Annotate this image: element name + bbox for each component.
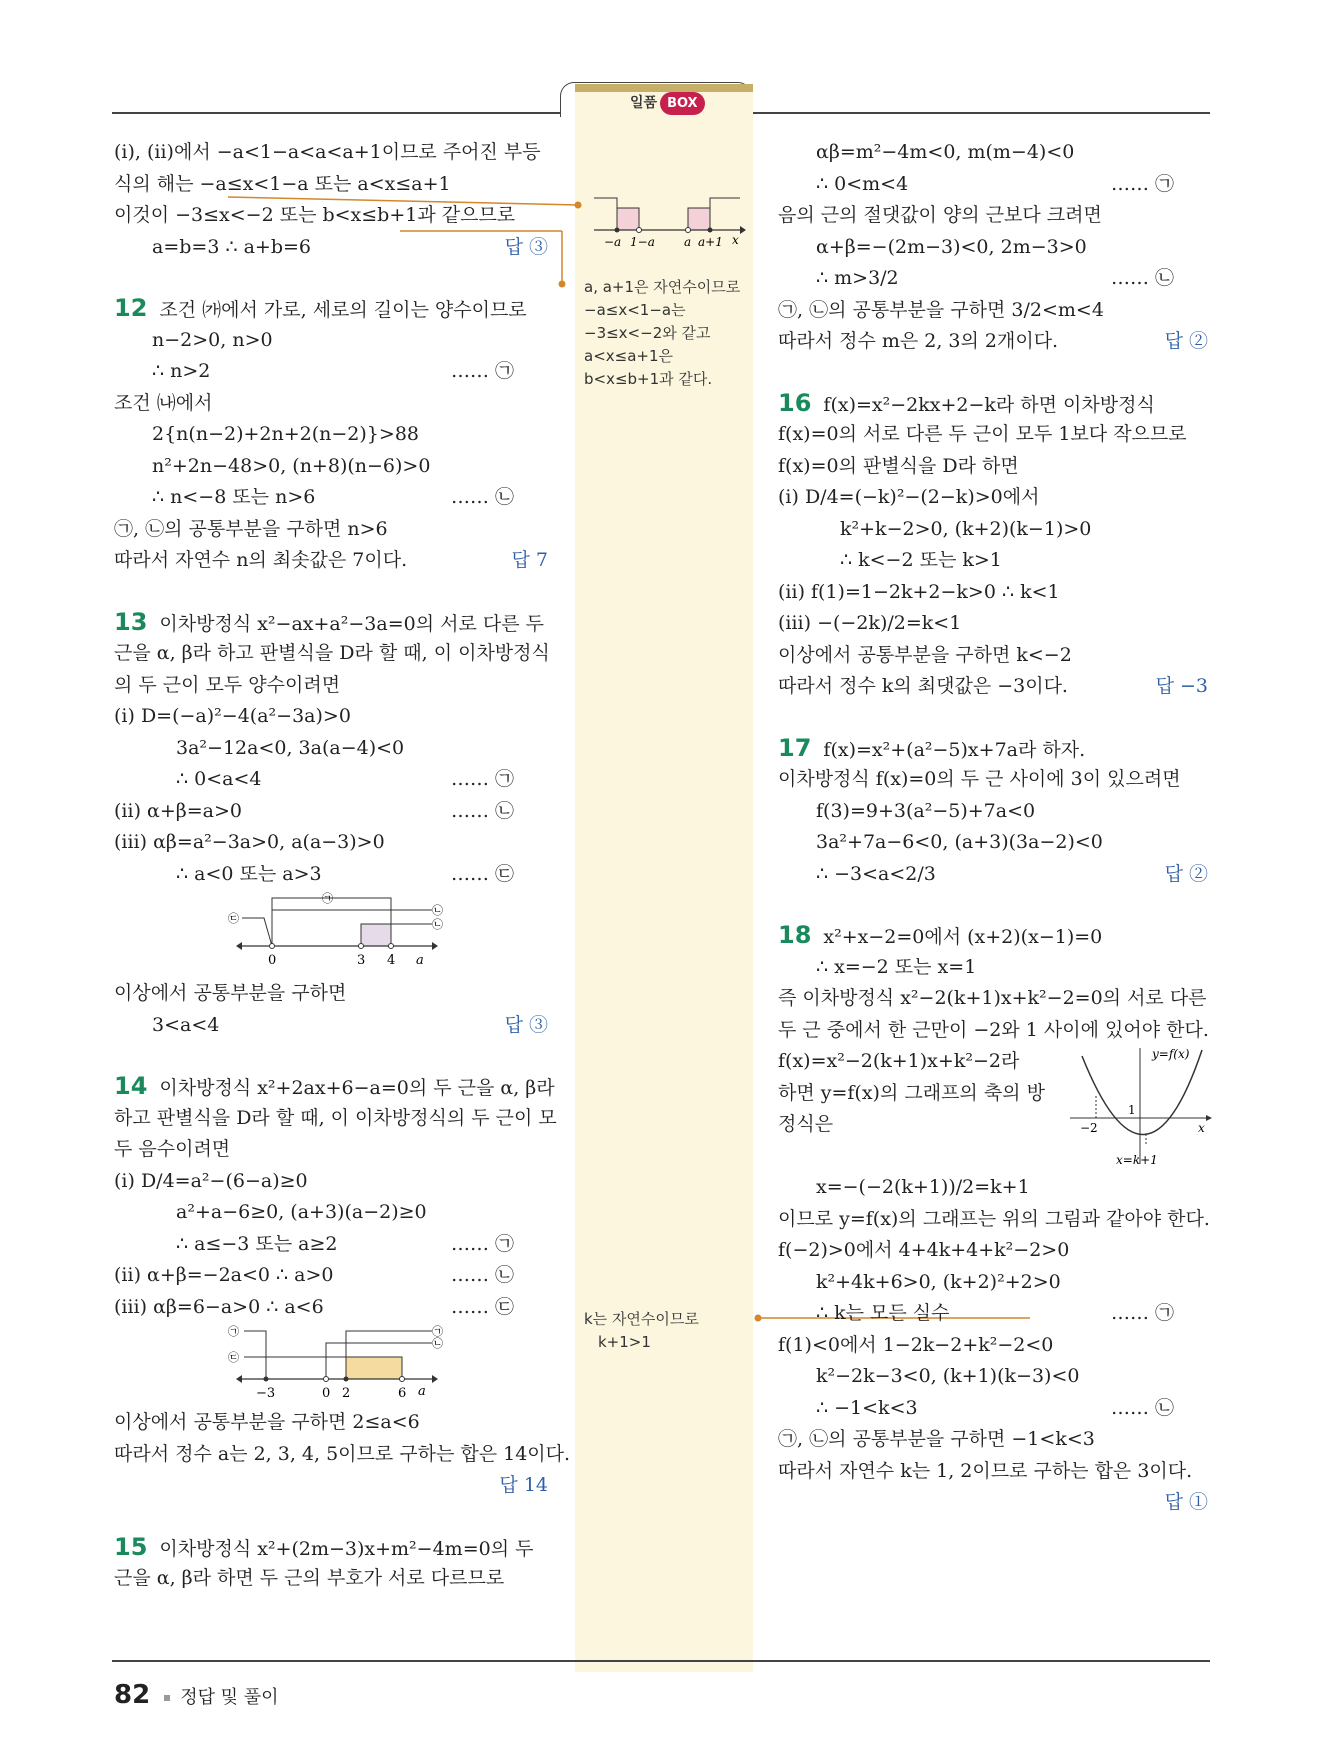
p13-c3 [242,918,272,946]
p13-line: 이상에서 공통부분을 구하면 [114,982,347,1004]
p14-axis-arrow [432,1375,438,1383]
answer-16: 답 −3 [1155,675,1208,697]
p13-line: (ⅱ) α+β=a>0 [114,799,243,822]
answer-14: 답 14 [499,1474,548,1496]
graph-label-k1: x=k+1 [1116,1153,1158,1167]
p14-line: 이상에서 공통부분을 구하면 2≤a<6 [114,1411,420,1433]
p11-line: (ⅰ), (ⅱ)에서 −a<1−a<a<a+1이므로 주어진 부등 [114,141,541,163]
p13-lbl-3: 3 [357,953,366,968]
p12-line: ∴ n<−8 또는 n>6 [152,486,316,508]
p17-line: 3a²+7a−6<0, (a+3)(3a−2)<0 [816,831,1103,853]
p16-line: ∴ k<−2 또는 k>1 [840,549,1002,571]
p18-line: k²+4k+6>0, (k+2)²+2>0 [816,1270,1061,1293]
p18-line: x²+x−2=0에서 (x+2)(x−1)=0 [823,926,1103,948]
p11-line: a=b=3 ∴ a+b=6 [152,235,312,258]
p12-row [114,356,554,388]
p13-number-line-svg [114,890,554,978]
p13-shade [361,924,391,946]
p14-pt2 [344,1377,349,1382]
graph-label-1: 1 [1128,1103,1136,1117]
p14-lbl-c2: ㉡ [432,1337,443,1350]
p14-line: 따라서 정수 a는 2, 3, 4, 5이므로 구하는 합은 14이다. [114,1442,571,1465]
p14-line: (ⅰ) D/4=a²−(6−a)≥0 [114,1169,308,1192]
p16-line: (ⅱ) f(1)=1−2k+2−k>0 ∴ k<1 [778,580,1060,603]
p15-line: 근을 α, β라 하면 두 근의 부호가 서로 다르므로 [114,1567,505,1589]
problem-number-18: 18 [778,921,812,949]
problem-17-title [778,733,1214,765]
problem-15-title [114,1532,554,1564]
footer [114,1680,279,1710]
p13-lbl-4: 4 [387,953,396,968]
p12-line: ∴ n>2 [152,360,211,382]
problem-18-title [778,920,1214,952]
p16-line: 따라서 정수 k의 최댓값은 −3이다. [778,675,1068,697]
p14-lbl-neg3: −3 [256,1386,276,1401]
p18-line: ∴ k는 모든 실수 [816,1302,950,1324]
p18-line: 이므로 y=f(x)의 그래프는 위의 그림과 같아야 한다. [778,1207,1210,1230]
p12-line: n−2>0, n>0 [152,328,273,351]
problem-13-title [114,607,554,639]
note1-line: b<x≤b+1과 같다. [584,370,713,388]
label-a1: a+1 [698,235,723,249]
p18-row [778,1487,1214,1519]
p14-c1a [244,1331,266,1379]
p18-line: 하면 y=f(x)의 그래프의 축의 방 [778,1081,1045,1104]
p12-line: ㉠, ㉡의 공통부분을 구하면 n>6 [114,517,388,540]
p18-line: f(−2)>0에서 4+4k+4+k²−2>0 [778,1239,1070,1261]
answer-13: 답 ③ [504,1013,548,1036]
p18-line: f(1)<0에서 1−2k−2+k²−2<0 [778,1333,1054,1356]
answer-12: 답 7 [511,549,548,571]
label-1-a: 1−a [630,235,655,249]
p14-lbl-c1b: ㉠ [432,1325,443,1338]
label-x: x [732,233,739,247]
point-a [686,228,691,233]
p13-line: 근을 α, β라 하고 판별식을 D라 할 때, 이 이차방정식 [114,642,550,664]
interval-shade-1 [617,208,639,230]
p18-line: 두 근 중에서 한 근만이 −2와 1 사이에 있어야 한다. [778,1018,1209,1041]
p13-lbl-c1: ㉠ [322,892,333,905]
p13-line: ∴ a<0 또는 a>3 [176,862,322,885]
p13-row [114,764,554,796]
tag-2: …… ㉡ [1110,267,1174,289]
p13-line: (ⅰ) D=(−a)²−4(a²−3a)>0 [114,705,351,727]
note2-line: k+1>1 [598,1333,651,1351]
axis-arrow [740,226,746,234]
p15-line: α+β=−(2m−3)<0, 2m−3>0 [816,235,1087,258]
connector-dot-1 [575,202,582,209]
footer-bullet [164,1695,170,1701]
p14-line: 이차방정식 x²+2ax+6−a=0의 두 근을 α, β라 [159,1077,555,1099]
middle-note-2 [584,1308,744,1354]
p18-line: f(x)=x²−2(k+1)x+k²−2라 [778,1050,1020,1072]
p13-row [114,1010,554,1042]
answer-18: 답 ① [1164,1491,1208,1513]
p18-line: 정식은 [778,1113,834,1135]
p13-line: 이차방정식 x²−ax+a²−3a=0의 서로 다른 두 [159,612,544,635]
p17-line: 이차방정식 f(x)=0의 두 근 사이에 3이 있으려면 [778,768,1181,790]
problem-number-12: 12 [114,294,148,322]
p17-row [778,859,1214,891]
p15-line: 이차방정식 x²+(2m−3)x+m²−4m=0의 두 [159,1537,534,1560]
tag-3: …… ㉢ [450,1295,514,1318]
p13-pt3 [359,944,364,949]
answer-15: 답 ② [1164,330,1208,352]
note1-line: a<x≤a+1은 [584,347,673,365]
p11-line-answer-row [114,232,554,264]
p14-lbl-c1: ㉠ [228,1325,239,1338]
note1-line: −3≤x<−2와 같고 [584,324,711,342]
middle-interval-diagram [590,188,750,250]
p13-lbl-c2b: ㉡ [432,918,443,931]
p14-lbl-a: a [418,1384,426,1399]
point-1-a [637,228,642,233]
left-column [114,137,571,1595]
p14-number-line-svg [114,1323,554,1407]
tag-2: …… ㉡ [450,486,514,508]
problem-14-title [114,1071,554,1103]
p14-number-line-diagram [114,1323,554,1407]
p14-line: ∴ a≤−3 또는 a≥2 [176,1232,338,1255]
p14-pt6 [400,1377,405,1382]
p15-line: αβ=m²−4m<0, m(m−4)<0 [816,141,1075,163]
p17-line: f(x)=x²+(a²−5)x+7a라 하자. [823,738,1086,761]
p13-lbl-c2: ㉡ [432,904,443,917]
graph-label-x: x [1198,1121,1205,1135]
p16-line: f(x)=0의 판별식을 D라 하면 [778,454,1019,477]
p13-line: 3a²−12a<0, 3a(a−4)<0 [176,736,405,759]
tag-1: …… ㉠ [450,360,514,382]
problem-number-15: 15 [114,1532,148,1561]
p18-line: ∴ −1<k<3 [816,1396,918,1419]
problem-12-title [114,293,554,325]
connector-dot-2 [559,281,566,288]
p14-row [114,1260,554,1292]
problem-16-title [778,388,1214,420]
p13-pt0 [270,944,275,949]
tag-1: …… ㉠ [450,1232,514,1255]
p12-line: 조건 ㈎에서 가로, 세로의 길이는 양수이므로 [159,299,527,321]
problem-number-17: 17 [778,733,812,762]
p13-axis-arrow [432,942,438,950]
p12-row [114,545,554,577]
note2-line: k는 자연수이므로 [584,1310,699,1328]
p16-line: f(x)=0의 서로 다른 두 근이 모두 1보다 작으므로 [778,423,1187,445]
tag-1: …… ㉠ [450,768,514,790]
p14-lbl-0: 0 [322,1386,331,1401]
p15-line: 음의 근의 절댓값이 양의 근보다 크려면 [778,204,1102,226]
p13-line: 3<a<4 [152,1013,220,1036]
graph-x-arrow [1206,1115,1212,1121]
p14-shade [346,1357,402,1379]
label-a: a [684,235,692,249]
p14-axis-arrow-left [236,1375,242,1383]
p13-line: (ⅲ) αβ=a²−3a>0, a(a−3)>0 [114,831,385,853]
p18-line: k²−2k−3<0, (k+1)(k−3)<0 [816,1365,1080,1387]
p14-line: (ⅲ) αβ=6−a>0 ∴ a<6 [114,1295,324,1318]
p18-line: 즉 이차방정식 x²−2(k+1)x+k²−2=0의 서로 다른 [778,987,1207,1009]
p11-line: 식의 해는 −a≤x<1−a 또는 a<x≤a+1 [114,172,451,195]
point-a1 [708,228,713,233]
problem-number-14: 14 [114,1072,148,1100]
answer-11: 답 ③ [504,235,548,258]
p14-line: 두 음수이려면 [114,1138,231,1160]
p16-line: (ⅰ) D/4=(−k)²−(2−k)>0에서 [778,486,1040,508]
p12-line: 조건 ㈏에서 [114,391,213,414]
footer-section: 정답 및 풀이 [180,1687,279,1708]
p18-line: x=−(−2(k+1))/2=k+1 [816,1176,1030,1198]
label-neg-a: −a [604,235,622,249]
p17-line: f(3)=9+3(a²−5)+7a<0 [816,799,1036,822]
p15-line: ∴ 0<m<4 [816,172,909,195]
note1-line: a, a+1은 자연수이므로 [584,278,741,296]
graph-label-neg2: −2 [1080,1121,1098,1135]
p13-row [114,796,554,828]
arrow-up-left [594,198,617,230]
tag-2: …… ㉡ [1110,1396,1174,1419]
page-number: 82 [114,1680,151,1710]
p15-line: 따라서 정수 m은 2, 3의 2개이다. [778,330,1059,352]
box-label-text: 일품 [630,95,658,111]
answer-17: 답 ② [1164,862,1208,885]
p14-row [114,1470,554,1502]
tag-2: …… ㉡ [450,799,514,822]
box-badge: BOX [660,92,705,115]
problem-number-13: 13 [114,607,148,636]
p14-line: 하고 판별식을 D라 할 때, 이 이차방정식의 두 근이 모 [114,1106,557,1129]
p13-lbl-c3: ㉢ [228,912,239,925]
tag-2: …… ㉡ [450,1264,514,1286]
p14-line: a²+a−6≥0, (a+3)(a−2)≥0 [176,1201,427,1223]
tag-3: …… ㉢ [450,862,514,885]
p18-line: 따라서 자연수 k는 1, 2이므로 구하는 합은 3이다. [778,1459,1193,1482]
p12-line: n²+2n−48>0, (n+8)(n−6)>0 [152,454,431,477]
graph-label-yfx: y=f(x) [1152,1047,1190,1061]
p14-pt-3 [264,1377,269,1382]
p13-c2 [272,910,432,946]
p15-row [778,169,1214,201]
parabola-curve [1082,1050,1202,1135]
p14-row [114,1229,554,1261]
p12-line: 따라서 자연수 n의 최솟값은 7이다. [114,549,408,571]
p15-line: ∴ m>3/2 [816,267,899,289]
p12-row [114,482,554,514]
p11-line: 이것이 −3≤x<−2 또는 b<x≤b+1과 같으므로 [114,204,516,226]
p15-line: ㉠, ㉡의 공통부분을 구하면 3/2<m<4 [778,298,1104,321]
p16-line: k²+k−2>0, (k+2)(k−1)>0 [840,517,1092,540]
p14-lbl-6: 6 [398,1386,407,1401]
p16-line: 이상에서 공통부분을 구하면 k<−2 [778,643,1072,666]
connector-dot-3 [755,1315,762,1322]
p12-line: 2{n(n−2)+2n+2(n−2)}>88 [152,423,419,445]
p13-row [114,859,554,891]
p18-line: ∴ x=−2 또는 x=1 [816,955,977,978]
p14-row [114,1292,554,1324]
p14-line: (ⅱ) α+β=−2a<0 ∴ a>0 [114,1264,334,1286]
p16-line: (ⅲ) −(−2k)/2=k<1 [778,612,962,634]
p13-lbl-a: a [416,953,424,968]
p16-row [778,671,1214,703]
p18-row [778,1393,1214,1425]
p18-graph-row [778,1046,1214,1172]
p18-row [778,1298,1214,1330]
tag-1: …… ㉠ [1110,1302,1174,1324]
p15-row [778,263,1214,295]
p13-number-line-diagram [114,890,554,978]
p13-pt4 [389,944,394,949]
p17-line: ∴ −3<a<2/3 [816,862,936,885]
middle-note-1 [584,276,744,391]
p16-line: f(x)=x²−2kx+2−k라 하면 이차방정식 [823,393,1155,416]
interval-shade-2 [688,208,710,230]
note1-line: −a≤x<1−a는 [584,301,686,319]
problem-number-16: 16 [778,388,812,417]
arrow-up-right [710,198,740,230]
parabola-graph [1068,1046,1214,1172]
p15-row [778,326,1214,358]
p13-lbl-0: 0 [268,953,277,968]
footer-rule [112,1660,1210,1662]
p13-axis-arrow-left [236,942,242,950]
p14-lbl-2: 2 [342,1386,351,1401]
p14-pt0 [324,1377,329,1382]
p13-line: ∴ 0<a<4 [176,768,262,790]
p13-line: 의 두 근이 모두 양수이려면 [114,673,341,696]
p18-line: ㉠, ㉡의 공통부분을 구하면 −1<k<3 [778,1428,1095,1450]
tag-1: …… ㉠ [1110,172,1174,195]
p14-lbl-c3: ㉢ [228,1351,239,1364]
point-neg-a [615,228,620,233]
right-column [778,137,1214,1519]
